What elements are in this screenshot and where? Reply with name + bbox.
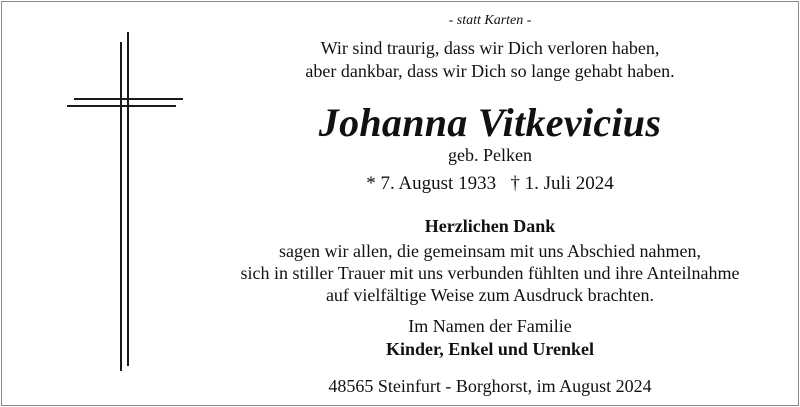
intro-line-2: aber dankbar, dass wir Dich so lange gehabt haben.: [305, 61, 675, 81]
thanks-line-1: sagen wir allen, die gemeinsam mit uns Abschied nahmen,: [279, 241, 701, 261]
thanks-line-3: auf vielfältige Weise zum Ausdruck brachten.: [325, 285, 655, 305]
family-names: Kinder, Enkel und Urenkel: [385, 339, 595, 359]
maiden-name: geb. Pelken: [448, 145, 532, 165]
intro-line-1: Wir sind traurig, dass wir Dich verloren haben,: [320, 38, 660, 58]
thanks-heading: Herzlichen Dank: [424, 216, 556, 236]
life-dates: * 7. August 1933 † 1. Juli 2024: [366, 173, 614, 194]
header-text: - statt Karten -: [448, 13, 532, 28]
thanks-line-2: sich in stiller Trauer mit uns verbunden fühlten und ihre Anteilnahme: [240, 263, 740, 283]
deceased-name: Johanna Vitkevicius: [318, 100, 662, 145]
place-date: 48565 Steinfurt - Borghorst, im August 2024: [328, 376, 652, 396]
family-intro: Im Namen der Familie: [408, 316, 572, 336]
